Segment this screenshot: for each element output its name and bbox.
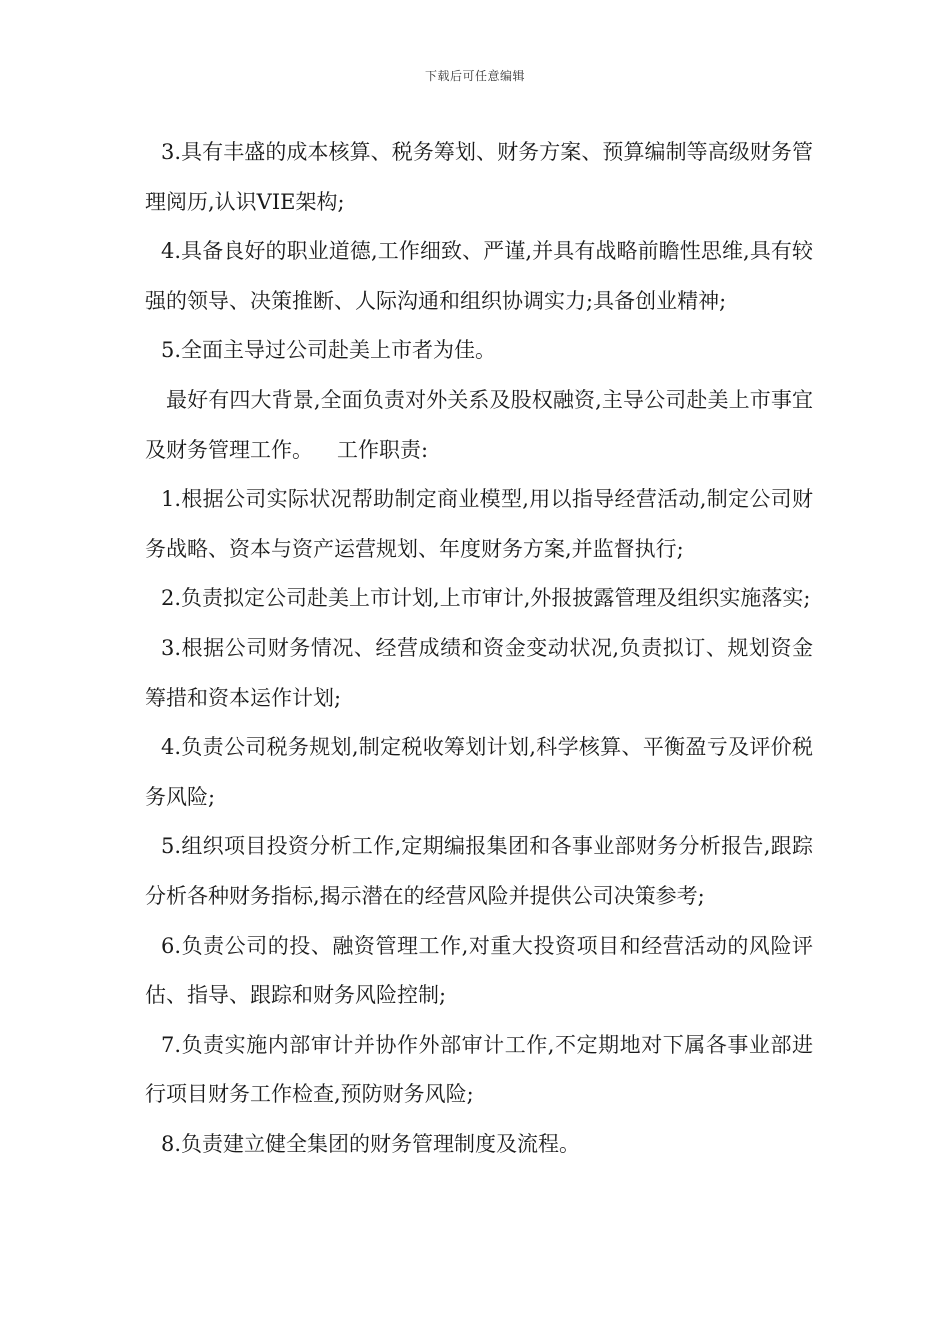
paragraph-duty-7: 7.负责实施内部审计并协作外部审计工作,不定期地对下属各事业部进行项目财务工作检查,预防财务风险;	[145, 1032, 813, 1107]
paragraph-duty-5: 5.组织项目投资分析工作,定期编报集团和各事业部财务分析报告,跟踪分析各种财务指标,揭示潜在的经营风险并提供公司决策参考;	[145, 834, 813, 908]
paragraph-requirement-3: 3.具有丰盛的成本核算、税务筹划、财务方案、预算编制等高级财务管理阅历,认识VIE架构;	[145, 140, 813, 214]
paragraph-duty-2: 2.负责拟定公司赴美上市计划,上市审计,外报披露管理及组织实施落实;	[161, 586, 811, 611]
paragraph-duty-8: 8.负责建立健全集团的财务管理制度及流程。	[161, 1131, 581, 1156]
paragraph-duty-6: 6.负责公司的投、融资管理工作,对重大投资项目和经营活动的风险评估、指导、跟踪和财务风险控制;	[145, 933, 813, 1008]
document-body	[145, 128, 813, 1169]
page-header: 下载后可任意编辑	[424, 69, 525, 83]
paragraph-requirement-5: 5.全面主导过公司赴美上市者为佳。	[161, 338, 497, 363]
paragraph-background	[145, 376, 813, 475]
paragraph-duty-1: 1.根据公司实际状况帮助制定商业模型,用以指导经营活动,制定公司财务战略、资本与资产运营规划、年度财务方案,并监督执行;	[145, 487, 813, 561]
paragraph-duty-3: 3.根据公司财务情况、经营成绩和资金变动状况,负责拟订、规划资金筹措和资本运作计划;	[145, 635, 813, 710]
background-text: 最好有四大背景,全面负责对外关系及股权融资,主导公司赴美上市事宜及财务管理工作。	[145, 387, 813, 462]
paragraph-duty-4: 4.负责公司税务规划,制定税收筹划计划,科学核算、平衡盈亏及评价税务风险;	[145, 735, 813, 809]
duties-heading: 工作职责:	[337, 437, 429, 462]
paragraph-requirement-4: 4.具备良好的职业道德,工作细致、严谨,并具有战略前瞻性思维,具有较强的领导、决策推断、人际沟通和组织协调实力;具备创业精神;	[145, 239, 813, 313]
